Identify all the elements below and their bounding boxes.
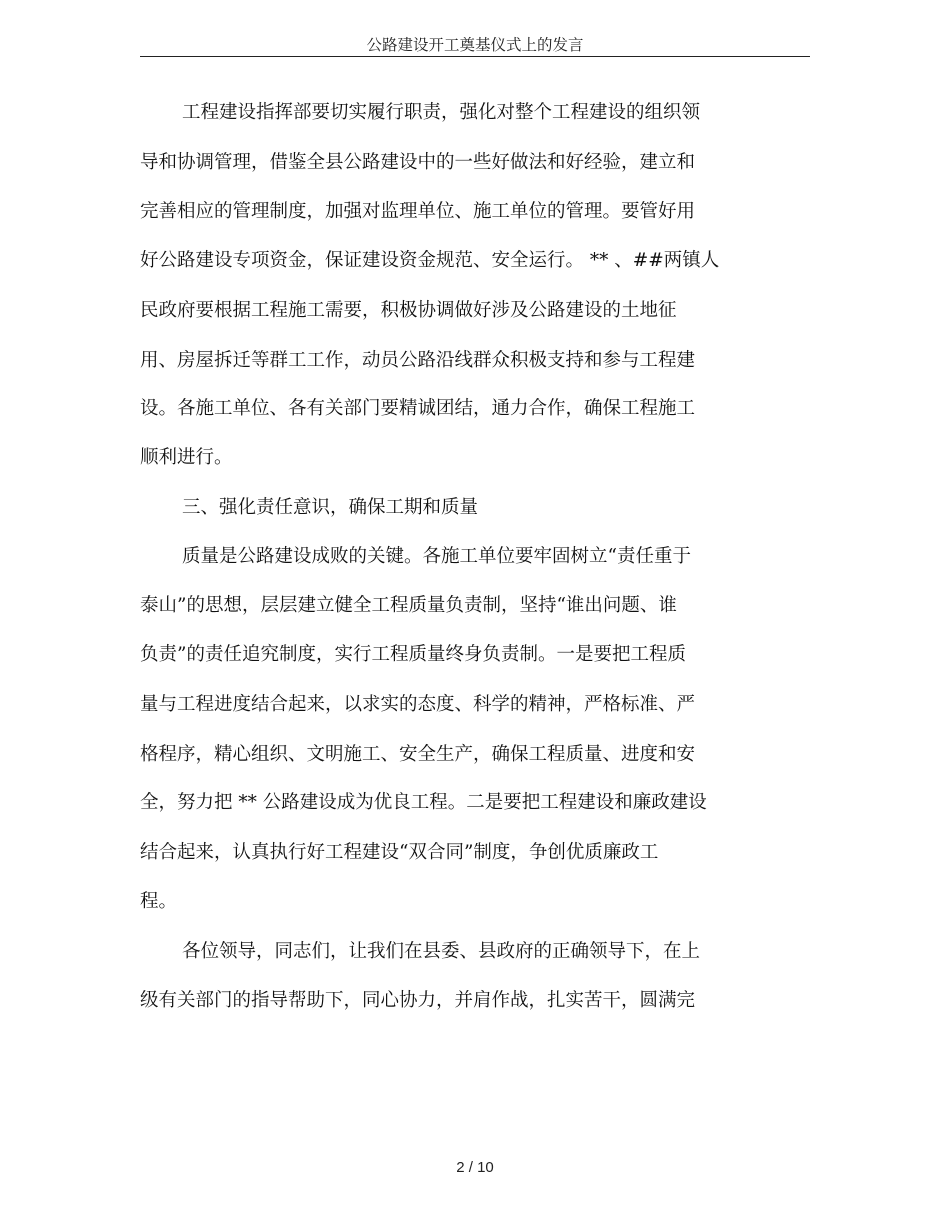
- body-line: 量与工程进度结合起来，以求实的态度、科学的精神，严格标准、严: [140, 694, 696, 715]
- body-line: 民政府要根据工程施工需要，积极协调做好涉及公路建设的土地征: [140, 300, 677, 321]
- body-line: 负责”的责任追究制度，实行工程质量终身负责制。一是要把工程质: [140, 644, 686, 665]
- body-line: 级有关部门的指导帮助下，同心协力，并肩作战，扎实苦干，圆满完: [140, 990, 696, 1011]
- page-header: [140, 34, 810, 57]
- document-title: 公路建设开工奠基仪式上的发言: [366, 36, 584, 54]
- body-line: 顺利进行。: [140, 447, 233, 468]
- body-line: 格程序，精心组织、文明施工、安全生产，确保工程质量、进度和安: [140, 744, 696, 765]
- body-line: 设。各施工单位、各有关部门要精诚团结，通力合作，确保工程施工: [140, 398, 696, 419]
- body-line: 各位领导，同志们，让我们在县委、县政府的正确领导下，在上: [182, 941, 701, 962]
- body-line: 全，努力把 ** 公路建设成为优良工程。二是要把工程建设和廉政建设: [140, 792, 707, 813]
- body-line: 用、房屋拆迁等群工工作，动员公路沿线群众积极支持和参与工程建: [140, 350, 696, 371]
- page-number: 2 / 10: [456, 1159, 494, 1176]
- body-line: 完善相应的管理制度，加强对监理单位、施工单位的管理。要管好用: [140, 201, 696, 222]
- body-line: 好公路建设专项资金，保证建设资金规范、安全运行。 ** 、##两镇人: [140, 250, 720, 271]
- body-line: 工程建设指挥部要切实履行职责，强化对整个工程建设的组织领: [182, 102, 701, 123]
- body-line: 导和协调管理，借鉴全县公路建设中的一些好做法和好经验，建立和: [140, 152, 696, 173]
- body-line: 泰山”的思想，层层建立健全工程质量负责制，坚持“谁出问题、谁: [140, 595, 677, 616]
- section-heading: 三、强化责任意识，确保工期和质量: [182, 497, 479, 518]
- body-line: 质量是公路建设成败的关键。各施工单位要牢固树立“责任重于: [182, 546, 691, 567]
- body-line: 结合起来，认真执行好工程建设“双合同”制度，争创优质廉政工: [140, 842, 659, 863]
- body-line: 程。: [140, 891, 178, 912]
